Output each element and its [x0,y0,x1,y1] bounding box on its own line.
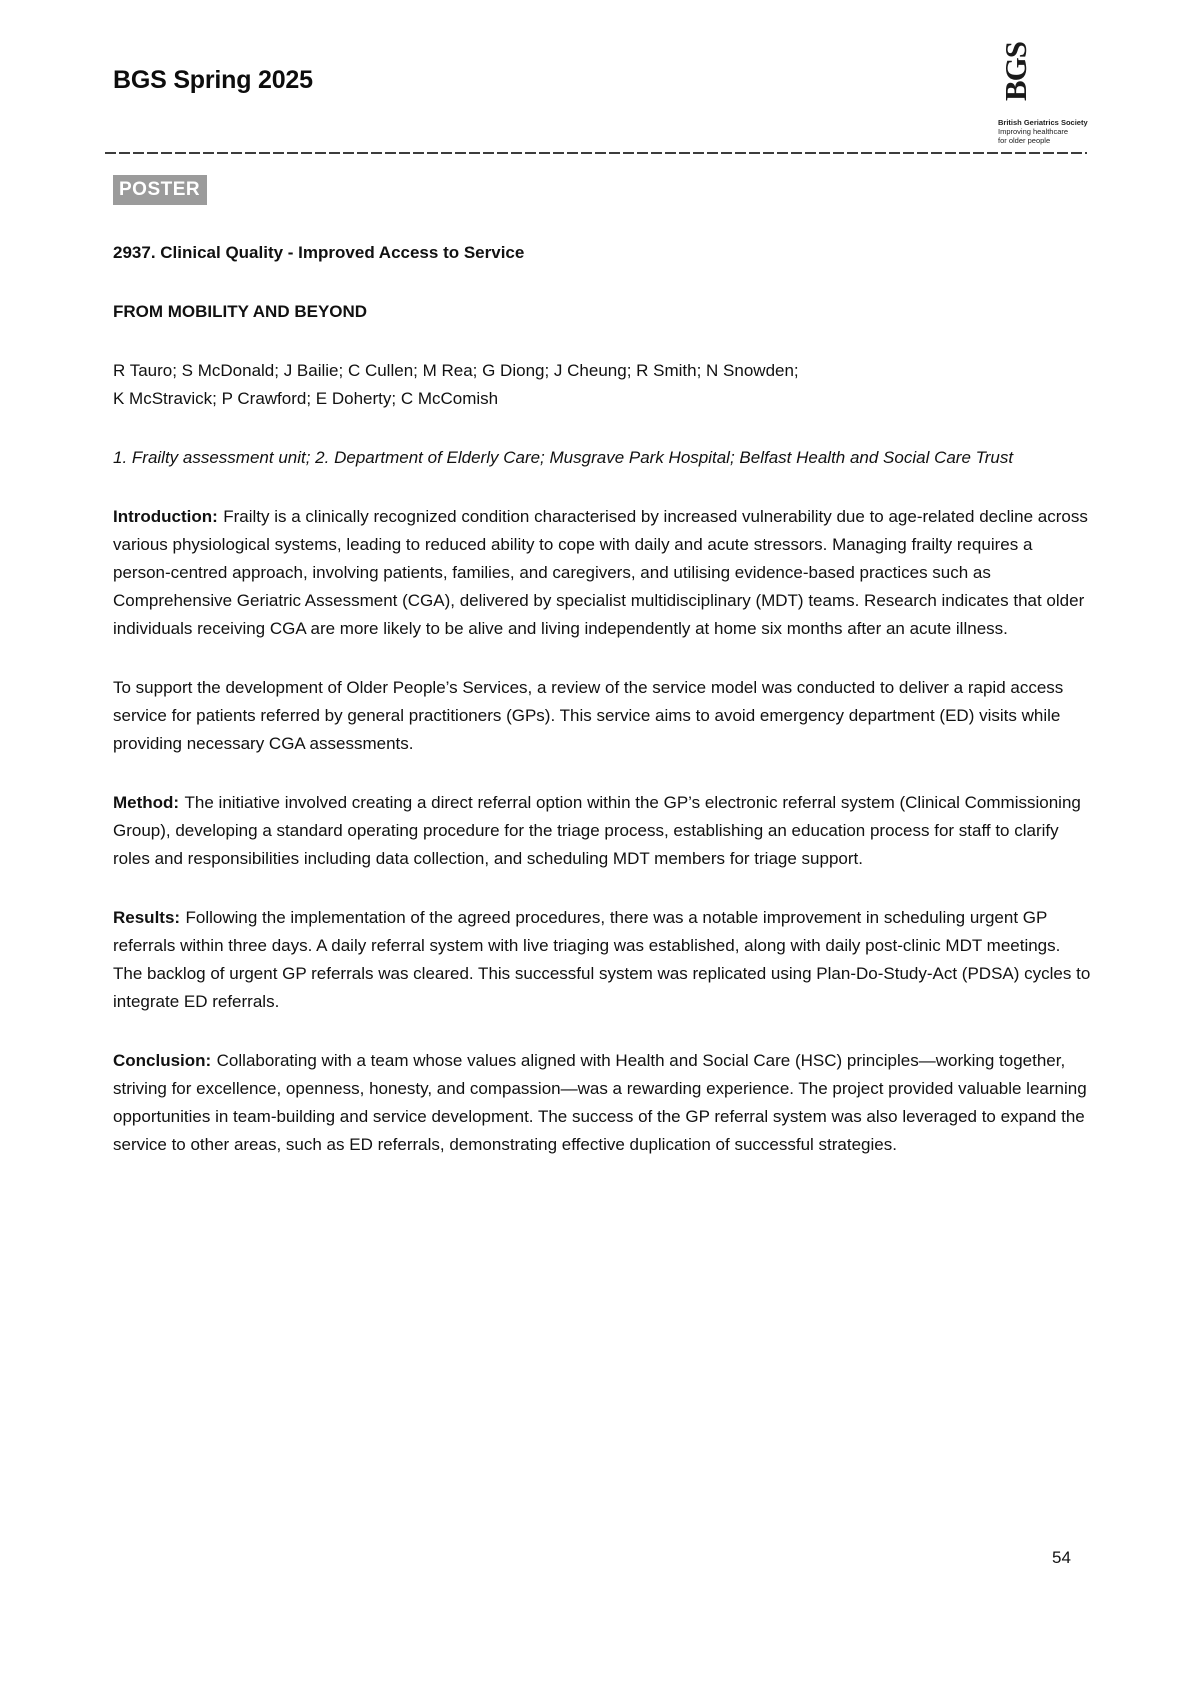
authors-line-2: K McStravick; P Crawford; E Doherty; C McComish [113,389,499,408]
abstract-number-title: 2937. Clinical Quality - Improved Access to Service [113,243,525,262]
bgs-logo-letters: BGS [998,42,1033,102]
document-header-title: BGS Spring 2025 [113,66,313,94]
method-label: Method: [113,793,180,812]
results-paragraph [113,904,1091,1016]
results-text: Following the implementation of the agreed procedures, there was a notable improvement in scheduling urgent GP referrals within three days. A daily referral system with live triaging was established, along with daily post-clinic MDT meetings. The backlog of urgent GP referrals was cleared. This successful system was replicated using Plan-Do-Study-Act (PDSA) cycles to integrate ED referrals. [113,908,1091,1011]
conclusion-paragraph [113,1047,1091,1159]
authors-list [113,357,1091,413]
conclusion-text: Collaborating with a team whose values aligned with Health and Social Care (HSC) principles—working together, striving for excellence, openness, honesty, and compassion—was a rewarding experience. The project provided valuable learning opportunities in team-building and service development. The success of the GP referral system was also leveraged to expand the service to other areas, such as ED referrals, demonstrating effective duplication of successful strategies. [113,1051,1087,1154]
bgs-logo-caption [998,118,1108,145]
bgs-logo-mark [998,42,1108,114]
introduction-label: Introduction: [113,507,218,526]
conclusion-label: Conclusion: [113,1051,212,1070]
bgs-logo-org-name: British Geriatrics Society [998,118,1088,127]
bgs-logo-tagline-line1: Improving healthcare [998,127,1069,136]
introduction-paragraph [113,503,1091,643]
background-paragraph [113,674,1091,758]
page-number: 54 [1052,1548,1071,1567]
method-text: The initiative involved creating a direct referral option within the GP’s electronic referral system (Clinical Commissioning Group), developing a standard operating procedure for the triage process, establishing an education process for staff to clarify roles and responsibilities including data collection, and scheduling MDT members for triage support. [113,793,1081,868]
abstract-title: FROM MOBILITY AND BEYOND [113,302,368,321]
header-divider-line [105,152,1087,154]
introduction-text: Frailty is a clinically recognized condition characterised by increased vulnerability due to age-related decline across various physiological systems, leading to reduced ability to cope with daily and acute stressors. Managing frailty requires a person-centred approach, involving patients, families, and caregivers, and utilising evidence-based practices such as Comprehensive Geriatric Assessment (CGA), delivered by specialist multidisciplinary (MDT) teams. Research indicates that older individuals receiving CGA are more likely to be alive and living independently at home six months after an acute illness. [113,507,1088,638]
affiliation: 1. Frailty assessment unit; 2. Department of Elderly Care; Musgrave Park Hospital; Belfast Health and Social Care Trust [113,448,1014,467]
results-label: Results: [113,908,181,927]
authors-line-1: R Tauro; S McDonald; J Bailie; C Cullen; M Rea; G Diong; J Cheung; R Smith; N Snowden; [113,361,799,380]
bgs-logo-tagline-line2: for older people [998,136,1051,145]
poster-badge: POSTER [113,175,207,205]
background-text: To support the development of Older People’s Services, a review of the service model was conducted to deliver a rapid access service for patients referred by general practitioners (GPs). This service aims to avoid emergency department (ED) visits while providing necessary CGA assessments. [113,678,1064,753]
abstract-body [113,239,1091,1190]
bgs-logo [998,42,1108,145]
method-paragraph [113,789,1091,873]
